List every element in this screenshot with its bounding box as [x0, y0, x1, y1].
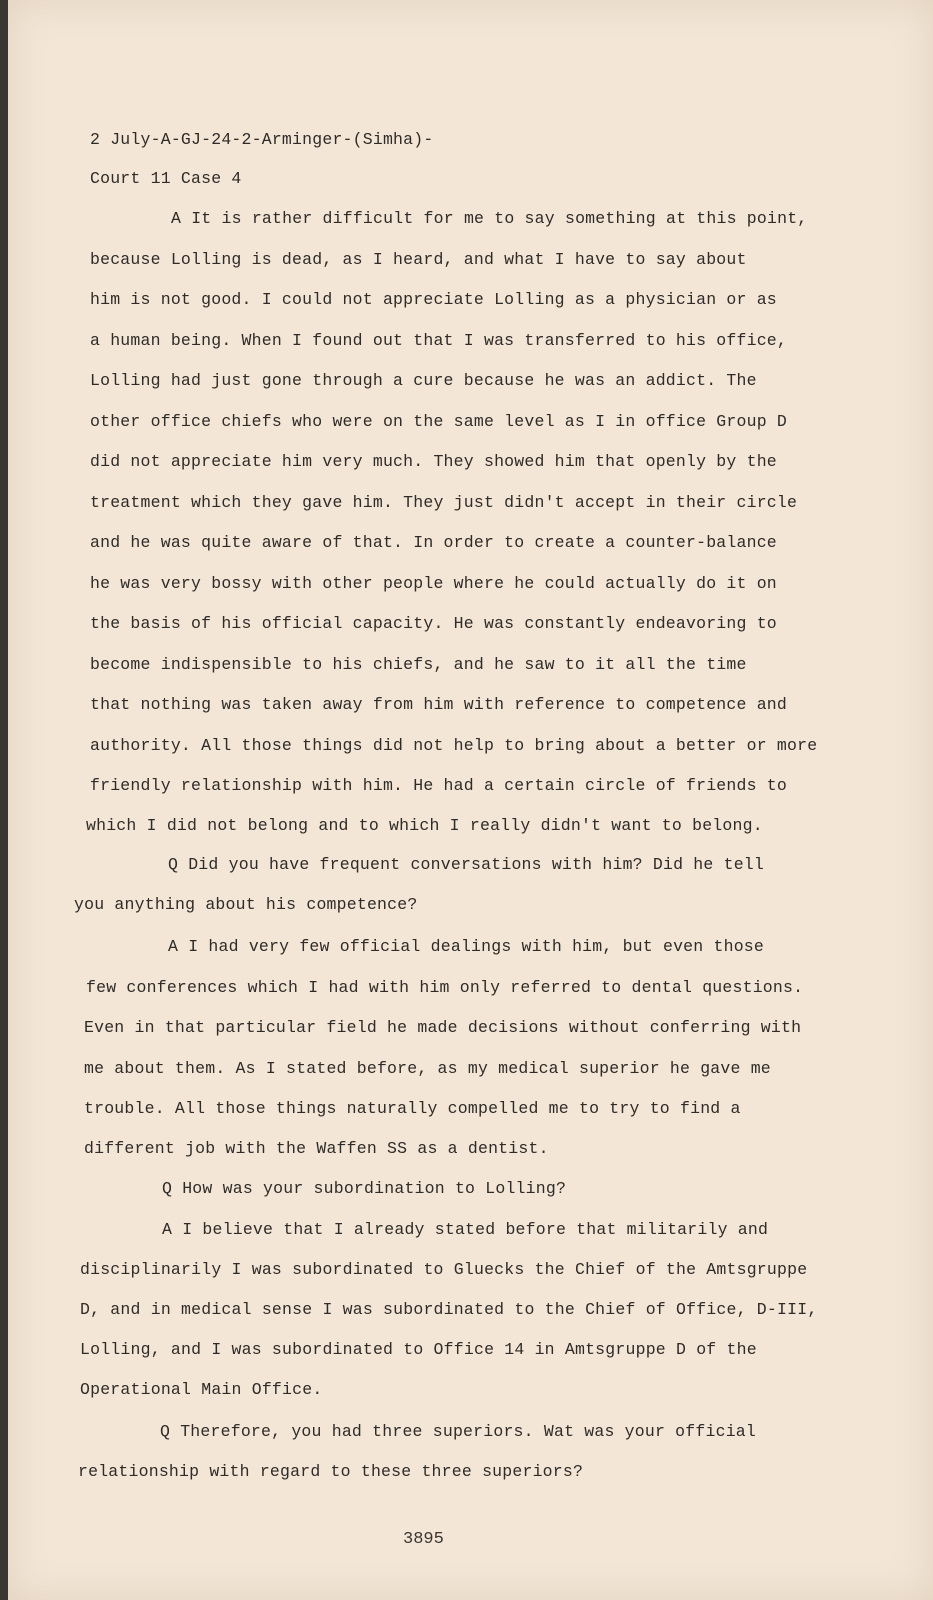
body-line: Even in that particular field he made decisions without conferring with	[84, 1018, 802, 1037]
body-line: few conferences which I had with him only referred to dental questions.	[86, 978, 804, 997]
body-line: friendly relationship with him. He had a certain circle of friends to	[90, 776, 788, 795]
document-page	[8, 0, 933, 1600]
body-line: which I did not belong and to which I really didn't want to belong.	[86, 816, 763, 835]
body-line: A I had very few official dealings with him, but even those	[168, 937, 764, 956]
body-line: you anything about his competence?	[74, 895, 418, 914]
body-line: because Lolling is dead, as I heard, and what I have to say about	[90, 250, 747, 269]
body-line: that nothing was taken away from him with reference to competence and	[90, 695, 788, 714]
body-line: Lolling had just gone through a cure because he was an addict. The	[90, 371, 757, 390]
body-line: did not appreciate him very much. They showed him that openly by the	[90, 452, 777, 471]
body-line: treatment which they gave him. They just didn't accept in their circle	[90, 493, 798, 512]
body-line: A I believe that I already stated before that militarily and	[162, 1220, 769, 1239]
body-line: he was very bossy with other people where he could actually do it on	[90, 574, 777, 593]
body-line: trouble. All those things naturally compelled me to try to find a	[84, 1099, 741, 1118]
body-line: relationship with regard to these three superiors?	[78, 1462, 584, 1481]
body-line: Q How was your subordination to Lolling?	[162, 1179, 567, 1198]
body-line: authority. All those things did not help to bring about a better or more	[90, 736, 818, 755]
header-line-1: 2 July-A-GJ-24-2-Arminger-(Simha)-	[90, 130, 434, 149]
body-line: A It is rather difficult for me to say something at this point,	[171, 209, 808, 228]
body-line: D, and in medical sense I was subordinated to the Chief of Office, D-III,	[80, 1300, 818, 1319]
body-line: Q Did you have frequent conversations with him? Did he tell	[168, 855, 764, 874]
body-line: the basis of his official capacity. He was constantly endeavoring to	[90, 614, 777, 633]
header-line-2: Court 11 Case 4	[90, 169, 242, 188]
page-number: 3895	[403, 1530, 444, 1549]
body-line: Lolling, and I was subordinated to Office 14 in Amtsgruppe D of the	[80, 1340, 757, 1359]
body-line: other office chiefs who were on the same level as I in office Group D	[90, 412, 788, 431]
body-line: him is not good. I could not appreciate Lolling as a physician or as	[90, 290, 777, 309]
body-line: Q Therefore, you had three superiors. Wat was your official	[160, 1422, 756, 1441]
body-line: different job with the Waffen SS as a dentist.	[84, 1139, 549, 1158]
body-line: me about them. As I stated before, as my medical superior he gave me	[84, 1059, 771, 1078]
body-line: Operational Main Office.	[80, 1380, 323, 1399]
body-line: become indispensible to his chiefs, and he saw to it all the time	[90, 655, 747, 674]
body-line: disciplinarily I was subordinated to Gluecks the Chief of the Amtsgruppe	[80, 1260, 808, 1279]
body-line: a human being. When I found out that I was transferred to his office,	[90, 331, 788, 350]
body-line: and he was quite aware of that. In order to create a counter-balance	[90, 533, 777, 552]
